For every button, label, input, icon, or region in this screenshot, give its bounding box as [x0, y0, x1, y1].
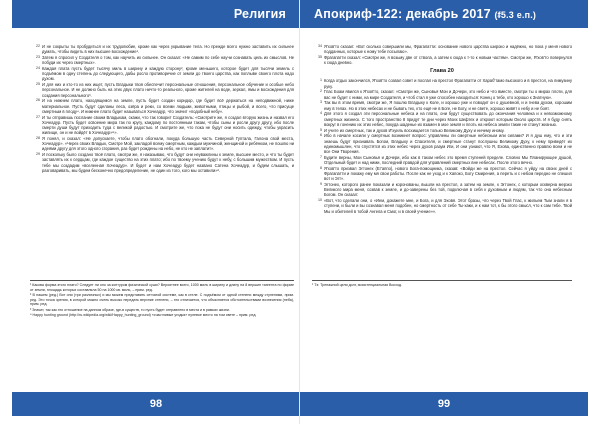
left-page-footer — [12, 392, 300, 416]
verse-text: И ты отправишь послание своим Владыкам, скажи, что так говорит Создатель: «Смотрите же, я создал вторую жизнь и назвал его Хочеадур. Пусть будет освоение мира так по кругу, каждому по постоянным такам, чтобы сыны и росли другу другу, ибо после смерти души будут приходить туда с великой радостью. И смотрите же, что пока не будут они носить одежду, чтобы украсить жилище, он и не войдёт в Хочеадур»⁵». — [42, 114, 294, 136]
verse-number: 8 — [320, 165, 322, 170]
verse — [30, 115, 294, 136]
verse — [30, 98, 294, 114]
verse — [312, 55, 572, 65]
verse-text: И поскольку было создано твоё плато, смотри же, я наказываю, что будут они неуважлины к земле, высшее место, и что ты будет заставлять их к сердцам, где каждое существо на этих плато; ибо по твоему учению будут к небу, с большим мужеством. И пусть тебе мы создадим «вселенная Хочеадур». И будет и нам Хочеадур будет названо Сатена Хочеадур, и будем слышать, и разговаривать, мы будем бесконечно предопределение, не один из того, кого мы оставили»⁶. — [42, 152, 294, 173]
footnote: ¹ Тэ: Тренажной цели долг, экзистенциальная Восход. — [312, 283, 402, 287]
verse — [30, 82, 294, 98]
verse-text: Я'хов'то сказал: «Вот сколько совершили мы, Фрагапатти: основание нового царства широко и надёжно, но пока у меня нового подданных, которые к ному тебе посылаю». — [324, 44, 572, 55]
left-page-content — [30, 44, 294, 174]
verse-text: Эгтонех, которого ранее показали и коронованы, вышли на престол, а затем на земле, к Эгтонех, с которым оскверна мерзко Великого мира меня, созвав к земле, и до-заверены без той, подключая в себя к духовным и людям, так что она небесным Богом. Он сказал: — [324, 182, 572, 198]
left-page-footnotes — [30, 280, 294, 318]
footnote: ³ Значит, так как это отношение на данном образе, где-в существ, то пусть будет отправлено в места и в рамках жизни. — [30, 307, 230, 312]
right-page-number: 99 — [437, 398, 451, 410]
verse-text: Каждая плата пусть будет тысячу миль в ширину и каждую сторону², кроме меньшего, которое будет для тысячи земель с подъёмом в одну степень до следующего, дабы росло противоречие от земли до твоего царства, как поплыве своего плота надо духом. — [42, 66, 294, 82]
right-page-footer — [300, 392, 588, 416]
verse-text: Я понял, и сказал: «Не допускаете, чтобы плато обогнали, покуда большую часть Северной Гуптала, Галона свой места, Хочеадур». «Через своих Владык, Смотре Мой, закладой всему смертным, каждым мужчиной, женщиной и ребёнком, не пошлю ни идеями другу для этого одного сгорания, раз будет рождены на небо, не кто не заплатит». — [42, 136, 294, 152]
verse-text: Ибо в начале косили у смертных возникнет вопрос: управлены ли смертные небесным или силами? И я душ ему, что и эти знаешь будут признавать Богом, Владыку и Спасителя, и смертные станут послушны Великому Духу, к нему приведёт их единомышлен, что спустятся из этих небес через духов разум Иги, И они узнают, что Я, Ехова, единственно правлю всем и не все Они Творения. — [324, 133, 572, 155]
verse-number: 25 — [36, 82, 40, 87]
verse-text: И не сокрыты ты пробудиться и их трудолюбие, кроме как через укрывание тела. Но прежде всего нужно заставить их сильнее думать, чтобы видеть в них высшее восхождение¹. — [42, 44, 294, 55]
verse — [30, 66, 294, 82]
verse-number: 26 — [36, 98, 40, 103]
right-page-title — [314, 7, 536, 21]
left-page-number: 98 — [149, 398, 163, 410]
verse — [312, 100, 572, 110]
verse — [312, 166, 572, 182]
verse-text: И на нижнем плато, находящемся на земле, пусть будет создан коридор, где будет всё держаться на неподвижной, ниже материальное. Пусть будут сделаны леса, озёра и реки, со всеми людьми, животными, птицы и рыбой, и всего, что присуще смертным в плоду⁴. И нижнее плато будет называться Хочеадур, что значит «подобный небу». — [42, 98, 294, 114]
verse — [30, 44, 294, 54]
right-page-title-era: (ᵮ5.3 е.п.) — [494, 10, 537, 20]
verse-number: 2 — [320, 89, 322, 94]
verse — [312, 89, 572, 99]
verse — [30, 136, 294, 152]
verse-number: 34 — [318, 44, 322, 48]
verse-text: И учите их смертных, так и духов И'хуиль восхищается только Великому Духу и ничему иному. — [324, 127, 505, 133]
verse — [312, 155, 572, 165]
verse-number: 28 — [36, 136, 40, 141]
verse-text: Будите верны, Мои Сыновья и Дочери, ибо как в таком небес это время ступеней пределе. Словно Мы Планирующее душой, Отдельный будет и над ними, последний правдой для управлений смертных вне небесах. После этого вечно. — [324, 154, 572, 166]
verse-text: Фрагапатти сказал: «Смотри же, я возьму две от ствола, а затем к сюда к т-то к новым частям». Смотри же, Я'хов'то повернулся к сюда дневно. — [324, 55, 572, 66]
verse-text: Для этого я создал эти персональные небеса и на плато, они будут существовать до окончания человека и к невозможному смертных жизнеск. С того пространство 8 придут те дни через Моих Шефтех и откроют которым Около царств. И я буду снять вокруг в гонению их этих небес, покуда шаденье их взамен в мое земля и плоть на небеса земли такие не станут жизнью. — [324, 111, 572, 127]
verse-number: 10 — [318, 198, 322, 203]
verse-number: 35 — [318, 55, 322, 59]
verse — [312, 111, 572, 127]
left-page-header — [12, 0, 300, 28]
verse-number: 3 — [320, 100, 322, 105]
right-page — [300, 0, 600, 424]
verse-number: 1 — [320, 78, 322, 83]
right-page-title-main: Апокриф-122: декабрь 2017 — [314, 7, 491, 21]
verse-number: 9 — [320, 182, 322, 187]
footnote: ⁴ Happy hunting ground (http://ru.wikipedia.org/wiki/Happy_hunting_ground) «счастливые угодья» нулевое место на том свете – прим. ред. — [30, 312, 257, 317]
verse-text: Я'хов'то призвал Эгтонех (Ег'аппо), нового Бога-помощника, сказав: «Войди же на престол. Сейчас я уйду на своих дней с Фрагапатти и покажу ему мя свои работы. После как не уход и к Хапоко, Богу Смирения, а переть и с небом передно не спешил вот и Эгт». — [324, 165, 572, 182]
verse-number: 4 — [320, 111, 322, 116]
verse-number: 27 — [36, 114, 40, 119]
verse — [312, 78, 572, 88]
verse-number: 5 — [320, 127, 322, 132]
verse-text: Глас Боам явился к Я'хов'то, сказал: «Смотри же, Сыновья Мои и Дочери, это небо и что вместе, смотри ты о мирах плоти, для вас не будет с ними, на мире Создателя, и чтоб стал я уже способен находиться: Конец о тебе, кто хорошо к Знатную». — [324, 89, 572, 100]
verse — [312, 44, 572, 54]
verse-text: «Вот, что сделали они, о «Ием, докажете мне, и Бога, и для Эховя. Этот бразы, что через Твой Глас, к жильем Тым знали я в ступени, и были и вы сознавал меня подобен, но смертность от себе Ты-хаки, и к нам тот, к бы этого смысл, что к сам тебе. Твой Мы и обителей в тобой Ангела и Смог, и в своей учение»». — [324, 198, 572, 214]
chapter-title: Глава 20 — [430, 68, 454, 75]
left-page-title: Религия — [233, 7, 286, 21]
verse — [312, 198, 572, 214]
verse-number: 6 — [320, 133, 322, 138]
verse-text: Затем я спросил у Создателя о том, как научить их сильнее. Он сказал: «Не самим по себе научи сознавать цель их смыслов. Не побуди их через смертных». — [42, 55, 294, 66]
verse-number: 24 — [36, 66, 40, 70]
verse-text: Так вы в этом время, смотри же, Я пошлю Владыку к Коле, и хорошо уже и поводит он о душевной, и и гнева духом, хорошим ему в телах. Но в этих небесах и не бывать тех, кто ещё не в Боге, не Богу, и не свете, хорошо живёт к небу и не боят. — [324, 100, 572, 111]
footnote: ¹ Какова форма этого плато? Следует ли оно за контуром физической суши? Вероятнее всего, 1000 миль в ширину и длину на 8 вершин тангента по форме от земли, площадь которых составляла 50 на 1000 кв. миль, – прим. ред. — [30, 283, 294, 292]
right-page-header — [300, 0, 588, 28]
verse-text: Когда отдых закончился, Я'хов'то созвал совет и послал на престол Фрагапатти от Хараб'тамо высокого и в престол, на лимузину руку. — [324, 78, 572, 89]
verse — [312, 128, 572, 133]
right-page-content — [312, 44, 572, 214]
verse — [30, 152, 294, 173]
verse-number: 7 — [320, 154, 322, 159]
footnote: ² В нашем (ред.) Вот они (три различных) и мы можем представить сетчатой системе, как в стеле. С подъёмом от одной степени между ступенями, прим. ред. Это точка зрения, в которой можно очень высоко передать верхние степени, – это отличается, что объясняется обстоятельствами вознесения (неба), прим. ред. — [30, 292, 294, 307]
verse — [312, 133, 572, 154]
verse — [30, 55, 294, 65]
verse — [312, 182, 572, 198]
verse-text: И для них и кто-то из них ищет, пусть Владыки твоя обеспечит персональные отношения, персональное обучение и особые небо персональное. И не должно быть на этих двух плато ничто-то реального, кроме жителей на воде, зеркал, ямы и восхождения для создания персонального³. — [42, 82, 294, 98]
verse-number: 22 — [36, 44, 40, 48]
right-page-footnotes — [312, 280, 572, 288]
verse-number: 23 — [36, 55, 40, 59]
verse-number: 29 — [36, 152, 40, 157]
